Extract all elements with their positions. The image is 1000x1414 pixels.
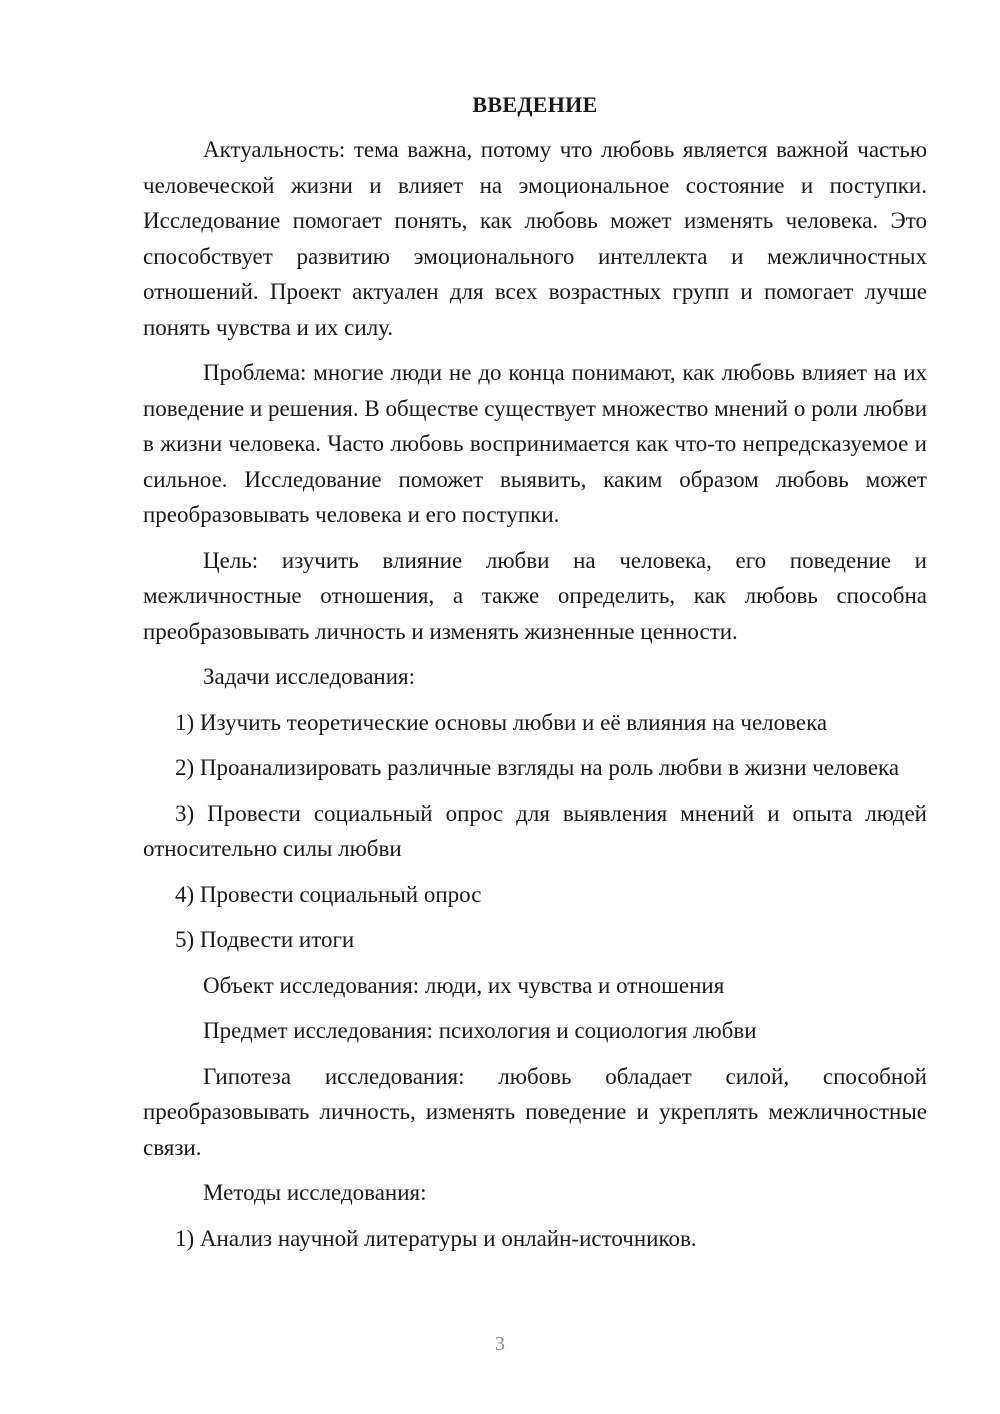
problem-paragraph: Проблема: многие люди не до конца понимают, как любовь влияет на их поведение и решения. В обществе существует множество мнений о роли любви в жизни человека. Часто любовь воспринимается как что-то непредсказуемое и сильное. Исследование поможет выявить, каким образом любовь может преобразовывать человека и его поступки.	[143, 360, 927, 527]
task-item-5: 5) Подвести итоги	[175, 927, 355, 952]
goal-paragraph: Цель: изучить влияние любви на человека, его поведение и межличностные отношения, а также определить, как любовь способна преобразовывать личность и изменять жизненные ценности.	[143, 547, 927, 644]
document-page	[143, 92, 927, 1266]
methods-heading: Методы исследования:	[203, 1180, 427, 1205]
task-item-2: 2) Проанализировать различные взгляды на роль любви в жизни человека	[175, 755, 900, 780]
task-item-3: 3) Провести социальный опрос для выявления мнений и опыта людей относительно силы любви	[143, 800, 927, 861]
task-item-4: 4) Провести социальный опрос	[175, 881, 482, 907]
object-line: Объект исследования: люди, их чувства и отношения	[203, 972, 725, 998]
subject-line: Предмет исследования: психология и социология любви	[203, 1018, 757, 1043]
relevance-paragraph: Актуальность: тема важна, потому что любовь является важной частью человеческой жизни и влияет на эмоциональное состояние и поступки. Исследование помогает понять, как любовь может изменять человека. Это способствует развитию эмоционального интеллекта и межличностных отношений. Проект актуален для всех возрастных групп и помогает лучше понять чувства и их силу.	[143, 137, 927, 340]
hypothesis-paragraph: Гипотеза исследования: любовь обладает силой, способной преобразовывать личность, изменять поведение и укреплять межличностные связи.	[143, 1063, 927, 1160]
page-number: 3	[495, 1333, 505, 1355]
task-item-1: 1) Изучить теоретические основы любви и её влияния на человека	[175, 709, 828, 735]
method-item-1: 1) Анализ научной литературы и онлайн-источников.	[175, 1225, 697, 1251]
tasks-heading: Задачи исследования:	[203, 664, 416, 689]
section-title: ВВЕДЕНИЕ	[472, 92, 598, 117]
